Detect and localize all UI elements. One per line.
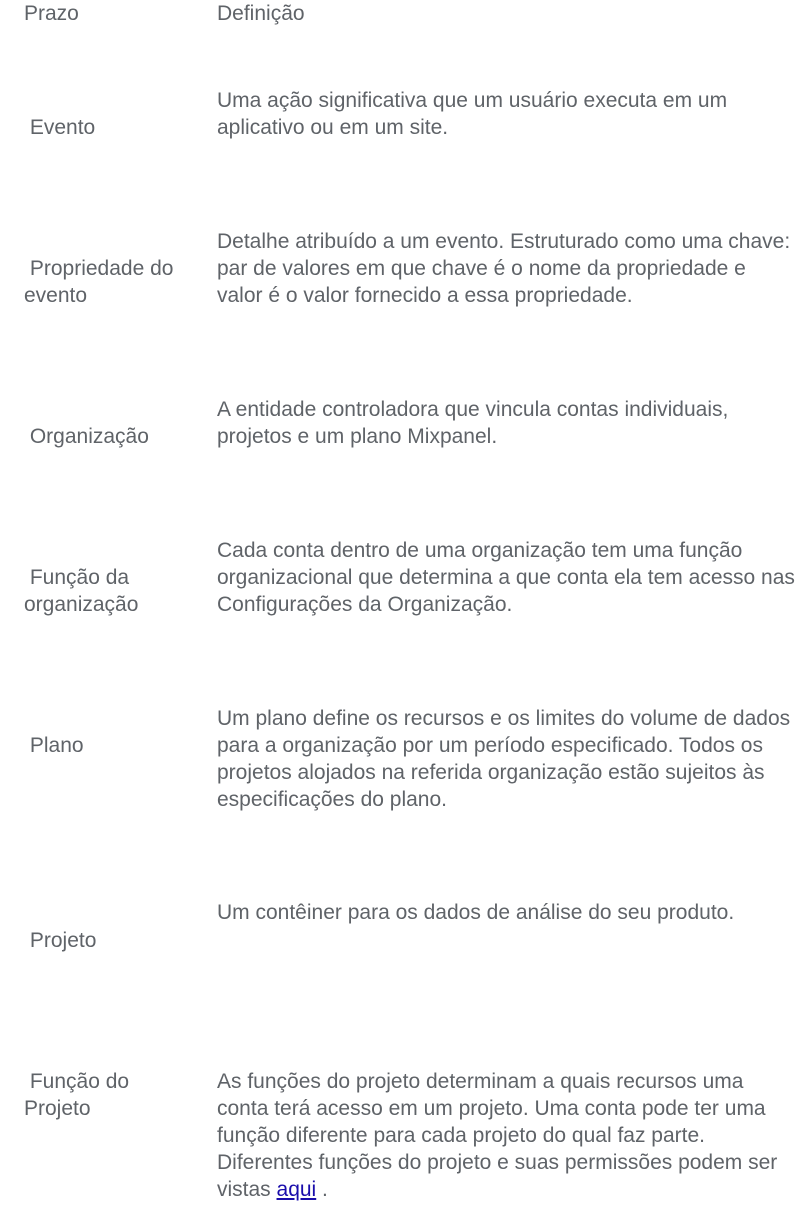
definition-text-end: . — [316, 1178, 328, 1201]
header-definition: Definição — [217, 2, 305, 25]
definition-cell: Detalhe atribuído a um evento. Estruturado como uma chave: par de valores em que chave é o nome da propriedade e valor é o valor fornecido a essa propriedade. — [217, 230, 791, 307]
term-cell: Propriedade do evento — [24, 257, 180, 307]
definition-cell: A entidade controladora que vincula contas individuais, projetos e um plano Mixpanel. — [217, 398, 729, 448]
definition-cell — [217, 1068, 797, 1203]
term-cell: Evento — [24, 116, 96, 139]
term-cell: Função do Projeto — [24, 1070, 135, 1120]
term-cell: Projeto — [24, 929, 97, 952]
definition-cell: Uma ação significativa que um usuário executa em um aplicativo ou em um site. — [217, 89, 728, 139]
definition-cell: Um plano define os recursos e os limites do volume de dados para a organização por um período especificado. Todos os projetos alojados na referida organização estão sujeitos às especificações do plano. — [217, 707, 791, 811]
term-cell: Plano — [24, 734, 84, 757]
definition-cell: Um contêiner para os dados de análise do seu produto. — [217, 901, 735, 924]
definition-cell: Cada conta dentro de uma organização tem uma função organizacional que determina a que conta ela tem acesso nas Configurações da Organização. — [217, 539, 795, 616]
permissions-link[interactable]: aqui — [276, 1178, 317, 1201]
header-term: Prazo — [24, 2, 79, 25]
table-header — [0, 0, 800, 30]
definition-text: As funções do projeto determinam a quais recursos uma conta terá acesso em um projeto. Uma conta pode ter uma função diferente para cada projeto do qual faz parte. Diferentes funções do projeto e suas permissões podem ser vistas — [217, 1070, 778, 1201]
term-cell: Função da organização — [24, 566, 139, 616]
term-cell: Organização — [24, 425, 149, 448]
